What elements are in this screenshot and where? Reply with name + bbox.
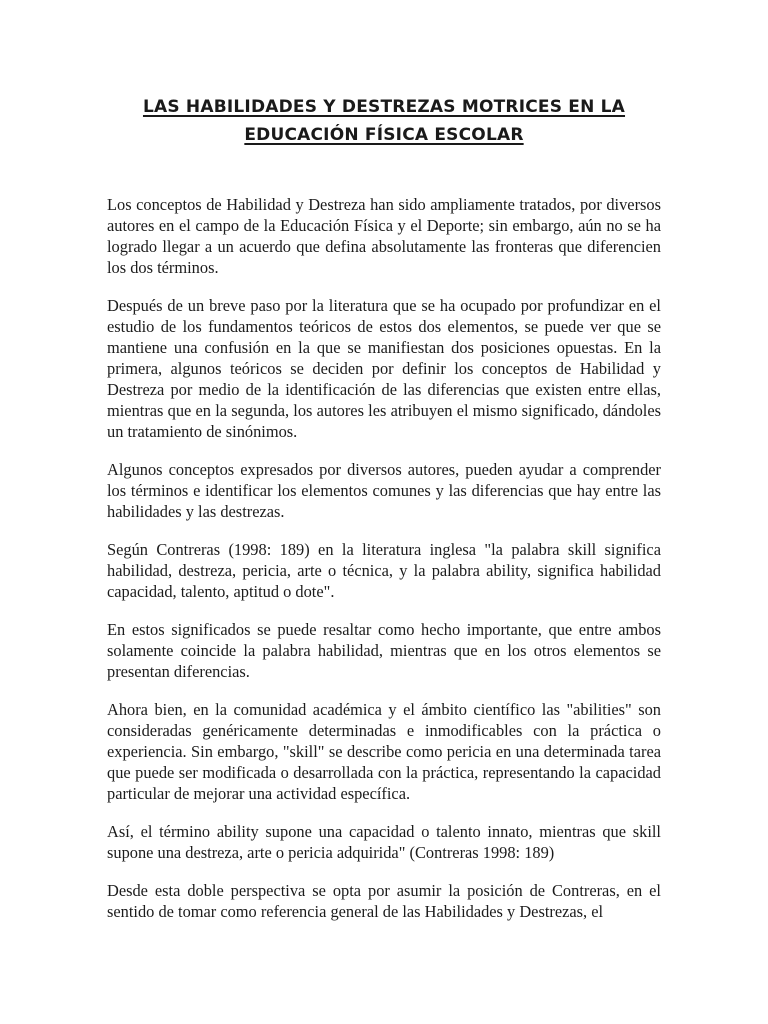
paragraph: Así, el término ability supone una capacidad o talento innato, mientras que skill supone una destreza, arte o pericia adquirida" (Contreras 1998: 189) — [107, 822, 661, 862]
document-body — [107, 194, 661, 939]
paragraph: En estos significados se puede resaltar como hecho importante, que entre ambos solamente coincide la palabra habilidad, mientras que en los otros elementos se presentan diferencias. — [107, 620, 661, 681]
document-title — [60, 93, 708, 149]
paragraph: Algunos conceptos expresados por diversos autores, pueden ayudar a comprender los términos e identificar los elementos comunes y las diferencias que hay entre las habilidades y las destrezas. — [107, 460, 661, 521]
paragraph: Los conceptos de Habilidad y Destreza han sido ampliamente tratados, por diversos autores en el campo de la Educación Física y el Deporte; sin embargo, aún no se ha logrado llegar a un acuerdo que defina absolutamente las fronteras que diferencien los dos términos. — [107, 195, 661, 277]
paragraph: Después de un breve paso por la literatura que se ha ocupado por profundizar en el estudio de los fundamentos teóricos de estos dos elementos, se puede ver que se mantiene una confusión en la que se manifiestan dos posiciones opuestas. En la primera, algunos teóricos se deciden por definir los conceptos de Habilidad y Destreza por medio de la identificación de las diferencias que existen entre ellas, mientras que en la segunda, los autores les atribuyen el mismo significado, dándoles un tratamiento de sinónimos. — [107, 296, 661, 441]
paragraph: Desde esta doble perspectiva se opta por asumir la posición de Contreras, en el sentido de tomar como referencia general de las Habilidades y Destrezas, el — [107, 881, 661, 921]
paragraph: Ahora bien, en la comunidad académica y el ámbito científico las "abilities" son consideradas genéricamente determinadas e inmodificables con la práctica o experiencia. Sin embargo, "skill" se describe como pericia en una determinada tarea que puede ser modificada o desarrollada con la práctica, representando la capacidad particular de mejorar una actividad específica. — [107, 700, 661, 803]
paragraph: Según Contreras (1998: 189) en la literatura inglesa "la palabra skill significa habilidad, destreza, pericia, arte o técnica, y la palabra ability, significa habilidad capacidad, talento, aptitud o dote". — [107, 540, 661, 601]
title-line-2: EDUCACIÓN FÍSICA ESCOLAR — [244, 125, 524, 145]
title-line-1: LAS HABILIDADES Y DESTREZAS MOTRICES EN LA — [142, 97, 626, 117]
